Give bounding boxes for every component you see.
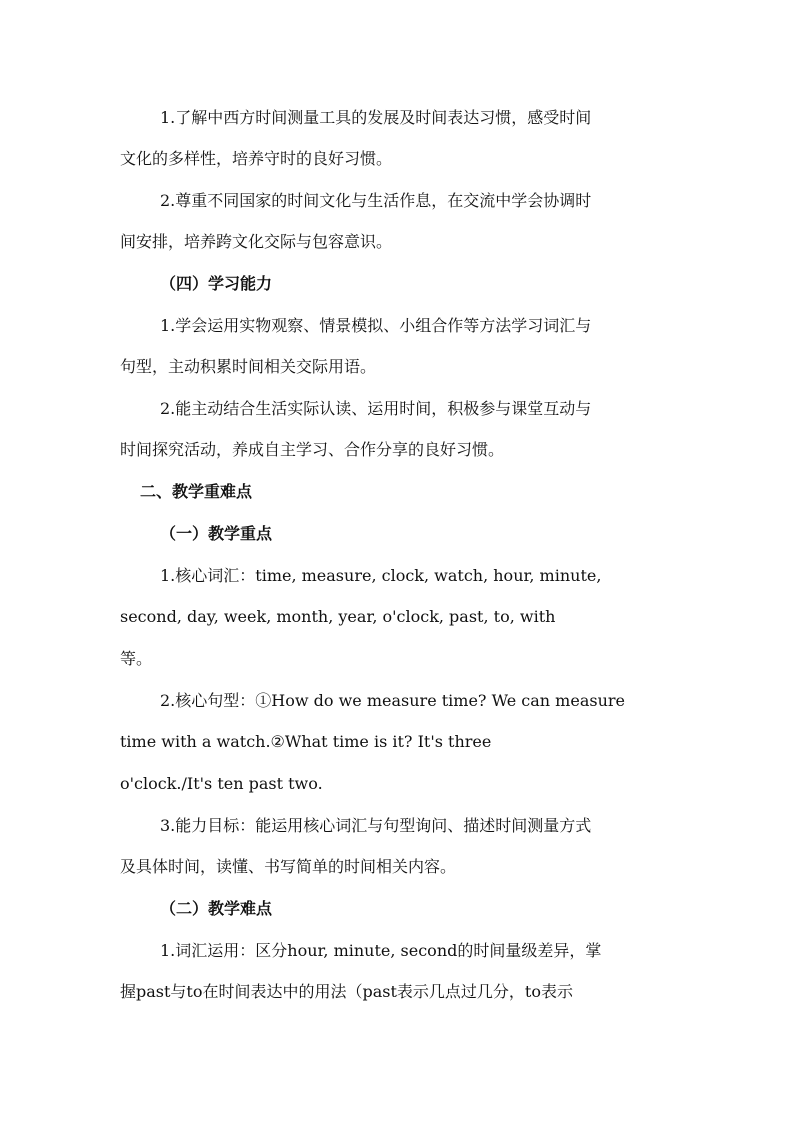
text-line: 1.学会运用实物观察、情景模拟、小组合作等方法学习词汇与 bbox=[160, 316, 592, 335]
text-line: 句型，主动积累时间相关交际用语。 bbox=[120, 357, 377, 376]
text-line: o'clock./It's ten past two. bbox=[120, 774, 323, 793]
text-line: 3.能力目标：能运用核心词汇与句型询问、描述时间测量方式 bbox=[160, 816, 592, 835]
text-line: 2.核心句型：①How do we measure time? We can measure bbox=[160, 691, 625, 710]
text-line: 及具体时间，读懂、书写简单的时间相关内容。 bbox=[120, 857, 457, 876]
heading-text: 二、教学重难点 bbox=[140, 482, 253, 501]
text-line: time with a watch.②What time is it? It's three bbox=[120, 732, 492, 751]
heading-text: （一）教学重点 bbox=[160, 524, 273, 543]
heading-text: （二）教学难点 bbox=[160, 899, 273, 918]
text-line: 2.尊重不同国家的时间文化与生活作息，在交流中学会协调时 bbox=[160, 191, 592, 210]
text-line: 2.能主动结合生活实际认读、运用时间，积极参与课堂互动与 bbox=[160, 399, 592, 418]
text-line: 间安排，培养跨文化交际与包容意识。 bbox=[120, 232, 393, 251]
text-line: 文化的多样性，培养守时的良好习惯。 bbox=[120, 149, 393, 168]
text-line: 时间探究活动，养成自主学习、合作分享的良好习惯。 bbox=[120, 440, 505, 459]
text-line: 1.词汇运用：区分hour, minute, second的时间量级差异，掌 bbox=[160, 941, 602, 960]
text-line: 等。 bbox=[120, 649, 153, 668]
heading-text: （四）学习能力 bbox=[160, 274, 273, 293]
text-line: 1.核心词汇：time, measure, clock, watch, hour, minute, bbox=[160, 566, 602, 585]
text-line: 1.了解中西方时间测量工具的发展及时间表达习惯，感受时间 bbox=[160, 108, 592, 127]
text-line: second, day, week, month, year, o'clock, past, to, with bbox=[120, 607, 556, 626]
text-line: 握past与to在时间表达中的用法（past表示几点过几分，to表示 bbox=[120, 982, 573, 1001]
